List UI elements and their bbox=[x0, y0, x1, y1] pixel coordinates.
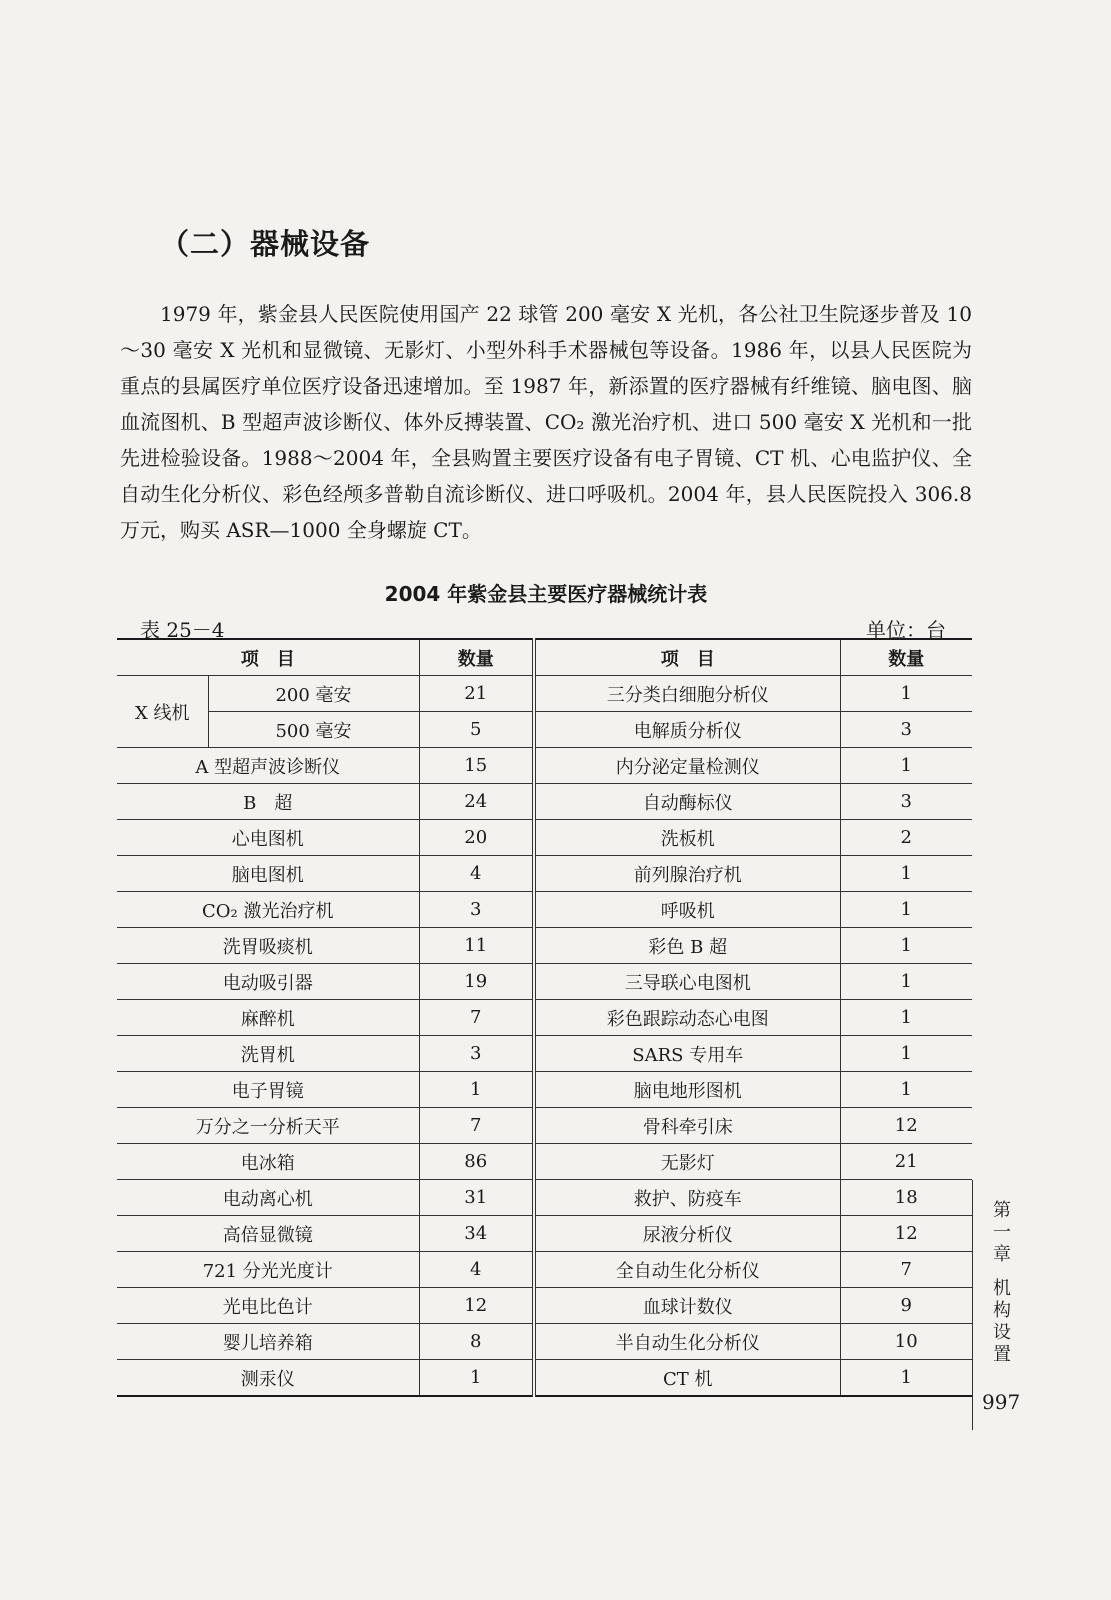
chapter-char: 章 bbox=[993, 1244, 1011, 1265]
chapter-label bbox=[990, 1200, 1014, 1366]
right-item: 内分泌定量检测仪 bbox=[534, 748, 840, 784]
table-row bbox=[117, 1108, 972, 1144]
right-item: 血球计数仪 bbox=[534, 1288, 840, 1324]
left-item: 721 分光光度计 bbox=[117, 1252, 419, 1288]
left-item: 光电比色计 bbox=[117, 1288, 419, 1324]
page-number: 997 bbox=[982, 1390, 1021, 1414]
right-item: CT 机 bbox=[534, 1360, 840, 1397]
section-char: 构 bbox=[993, 1300, 1011, 1321]
xray-subitem: 500 毫安 bbox=[208, 712, 419, 748]
sidebar-rule bbox=[972, 1180, 973, 1430]
left-item: B 超 bbox=[117, 784, 419, 820]
left-item: 洗胃吸痰机 bbox=[117, 928, 419, 964]
table-header-row bbox=[117, 639, 972, 676]
chapter-char: 第 bbox=[993, 1200, 1011, 1221]
left-qty: 19 bbox=[419, 964, 534, 1000]
left-qty: 8 bbox=[419, 1324, 534, 1360]
left-qty: 24 bbox=[419, 784, 534, 820]
left-item: CO₂ 激光治疗机 bbox=[117, 892, 419, 928]
table-number: 表 25－4 bbox=[140, 618, 225, 642]
xray-subitem: 200 毫安 bbox=[208, 676, 419, 712]
right-qty: 12 bbox=[840, 1216, 972, 1252]
right-item: SARS 专用车 bbox=[534, 1036, 840, 1072]
right-qty: 1 bbox=[840, 1000, 972, 1036]
left-item: 电冰箱 bbox=[117, 1144, 419, 1180]
right-qty: 1 bbox=[840, 1360, 972, 1397]
table-unit: 单位：台 bbox=[866, 618, 946, 642]
table-row bbox=[117, 1000, 972, 1036]
left-qty: 7 bbox=[419, 1108, 534, 1144]
right-qty: 18 bbox=[840, 1180, 972, 1216]
table-row bbox=[117, 856, 972, 892]
right-qty: 1 bbox=[840, 1072, 972, 1108]
right-item: 三分类白细胞分析仪 bbox=[534, 676, 840, 712]
right-qty: 1 bbox=[840, 856, 972, 892]
right-item: 半自动生化分析仪 bbox=[534, 1324, 840, 1360]
body-paragraph bbox=[120, 296, 972, 548]
left-qty: 7 bbox=[419, 1000, 534, 1036]
left-qty: 3 bbox=[419, 1036, 534, 1072]
right-qty: 1 bbox=[840, 892, 972, 928]
right-item: 自动酶标仪 bbox=[534, 784, 840, 820]
section-char: 置 bbox=[993, 1344, 1011, 1365]
table-row bbox=[117, 1324, 972, 1360]
left-qty: 21 bbox=[419, 676, 534, 712]
right-qty: 1 bbox=[840, 748, 972, 784]
section-char: 设 bbox=[993, 1322, 1011, 1343]
left-item: 婴儿培养箱 bbox=[117, 1324, 419, 1360]
table-row bbox=[117, 1072, 972, 1108]
right-item: 三导联心电图机 bbox=[534, 964, 840, 1000]
table-row bbox=[117, 1144, 972, 1180]
table-row bbox=[117, 1288, 972, 1324]
header-qty: 数量 bbox=[840, 639, 972, 676]
right-qty: 9 bbox=[840, 1288, 972, 1324]
left-item: 洗胃机 bbox=[117, 1036, 419, 1072]
left-qty: 3 bbox=[419, 892, 534, 928]
right-qty: 2 bbox=[840, 820, 972, 856]
left-qty: 31 bbox=[419, 1180, 534, 1216]
right-qty: 1 bbox=[840, 676, 972, 712]
right-item: 洗板机 bbox=[534, 820, 840, 856]
left-item: A 型超声波诊断仪 bbox=[117, 748, 419, 784]
right-qty: 12 bbox=[840, 1108, 972, 1144]
table-row bbox=[117, 928, 972, 964]
header-item: 项 目 bbox=[534, 639, 840, 676]
right-item: 彩色 B 超 bbox=[534, 928, 840, 964]
left-item: 测汞仪 bbox=[117, 1360, 419, 1397]
chapter-char: 一 bbox=[993, 1222, 1011, 1243]
right-item: 呼吸机 bbox=[534, 892, 840, 928]
left-qty: 4 bbox=[419, 856, 534, 892]
table-row bbox=[117, 1216, 972, 1252]
right-item: 骨科牵引床 bbox=[534, 1108, 840, 1144]
left-qty: 20 bbox=[419, 820, 534, 856]
header-qty: 数量 bbox=[419, 639, 534, 676]
right-item: 电解质分析仪 bbox=[534, 712, 840, 748]
right-qty: 21 bbox=[840, 1144, 972, 1180]
left-item: 高倍显微镜 bbox=[117, 1216, 419, 1252]
section-heading: （二）器械设备 bbox=[160, 227, 371, 261]
right-item: 脑电地形图机 bbox=[534, 1072, 840, 1108]
equipment-table bbox=[117, 638, 972, 1397]
table-row bbox=[117, 784, 972, 820]
left-qty: 1 bbox=[419, 1072, 534, 1108]
header-item: 项 目 bbox=[117, 639, 419, 676]
right-qty: 10 bbox=[840, 1324, 972, 1360]
left-item: 心电图机 bbox=[117, 820, 419, 856]
right-qty: 1 bbox=[840, 1036, 972, 1072]
right-qty: 3 bbox=[840, 784, 972, 820]
table-row bbox=[117, 892, 972, 928]
left-item: 万分之一分析天平 bbox=[117, 1108, 419, 1144]
table-row bbox=[117, 712, 972, 748]
table-row bbox=[117, 964, 972, 1000]
right-item: 救护、防疫车 bbox=[534, 1180, 840, 1216]
table-row bbox=[117, 820, 972, 856]
left-item: 脑电图机 bbox=[117, 856, 419, 892]
left-qty: 4 bbox=[419, 1252, 534, 1288]
table-row bbox=[117, 676, 972, 712]
table-row bbox=[117, 1180, 972, 1216]
right-item: 无影灯 bbox=[534, 1144, 840, 1180]
right-qty: 1 bbox=[840, 964, 972, 1000]
left-qty: 34 bbox=[419, 1216, 534, 1252]
left-qty: 86 bbox=[419, 1144, 534, 1180]
table-row bbox=[117, 1360, 972, 1397]
left-qty: 12 bbox=[419, 1288, 534, 1324]
right-item: 全自动生化分析仪 bbox=[534, 1252, 840, 1288]
left-item: 电动离心机 bbox=[117, 1180, 419, 1216]
left-qty: 11 bbox=[419, 928, 534, 964]
right-item: 前列腺治疗机 bbox=[534, 856, 840, 892]
left-qty: 1 bbox=[419, 1360, 534, 1397]
left-item: 电子胃镜 bbox=[117, 1072, 419, 1108]
left-qty: 5 bbox=[419, 712, 534, 748]
section-char: 机 bbox=[993, 1278, 1011, 1299]
right-qty: 3 bbox=[840, 712, 972, 748]
table-row bbox=[117, 1036, 972, 1072]
left-item: 电动吸引器 bbox=[117, 964, 419, 1000]
paragraph-text: 1979 年，紫金县人民医院使用国产 22 球管 200 毫安 X 光机，各公社卫生院逐步普及 10～30 毫安 X 光机和显微镜、无影灯、小型外科手术器械包等设备。1986 年，以县人民医院为重点的县属医疗单位医疗设备迅速增加。至 1987 年，新添置的医疗器械有纤维镜、脑电图、脑血流图机、B 型超声波诊断仪、体外反搏装置、CO₂ 激光治疗机、进口 500 毫安 X 光机和一批先进检验设备。1988～2004 年，全县购置主要医疗设备有电子胃镜、CT 机、心电监护仪、全自动生化分析仪、彩色经颅多普勒自流诊断仪、进口呼吸机。2004 年，县人民医院投入 306.8 万元，购买 ASR—1000 全身螺旋 CT。 bbox=[120, 302, 972, 542]
right-item: 尿液分析仪 bbox=[534, 1216, 840, 1252]
left-item: 麻醉机 bbox=[117, 1000, 419, 1036]
xray-label: X 线机 bbox=[117, 676, 208, 748]
left-qty: 15 bbox=[419, 748, 534, 784]
table-row bbox=[117, 1252, 972, 1288]
right-qty: 7 bbox=[840, 1252, 972, 1288]
table-title: 2004 年紫金县主要医疗器械统计表 bbox=[384, 582, 708, 606]
right-qty: 1 bbox=[840, 928, 972, 964]
table-row bbox=[117, 748, 972, 784]
right-item: 彩色跟踪动态心电图 bbox=[534, 1000, 840, 1036]
